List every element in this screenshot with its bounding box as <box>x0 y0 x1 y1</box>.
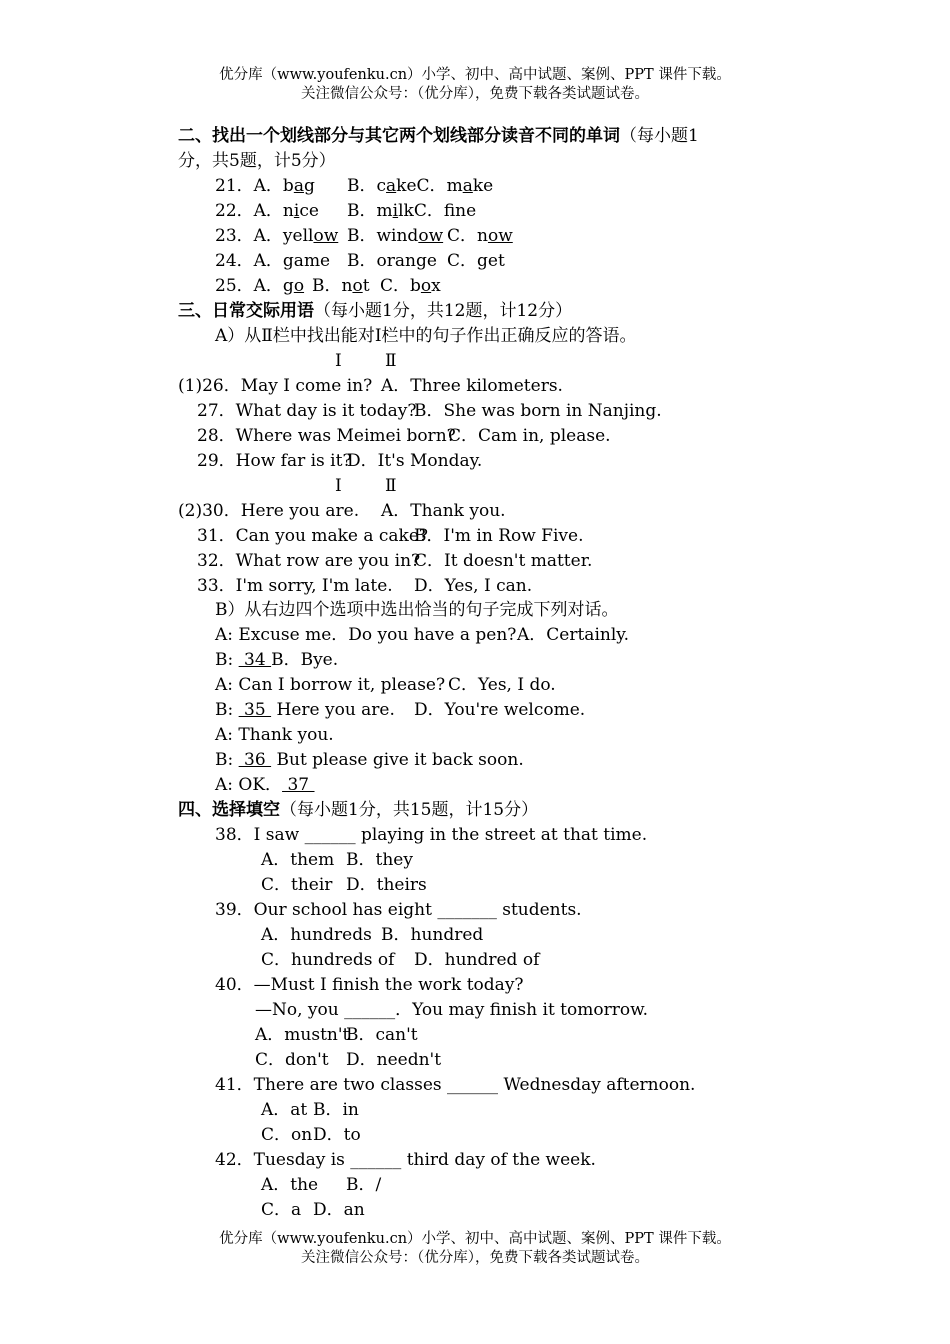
section-3-part-a: A）从Ⅱ栏中找出能对Ⅰ栏中的句子作出正确反应的答语。 <box>215 326 637 346</box>
question-41-stem: 41．There are two classes ______ Wednesday afternoon. <box>215 1075 696 1095</box>
option: A．mustn't <box>255 1025 350 1045</box>
option: A．the <box>261 1175 319 1195</box>
question-40-stem: 40．—Must I finish the work today? <box>215 975 524 995</box>
match-answer: B．She was born in Nanjing. <box>414 401 662 421</box>
section-2-note: （每小题1 <box>620 126 699 146</box>
question-42-stem: 42．Tuesday is ______ third day of the week. <box>215 1150 596 1170</box>
option: D．to <box>313 1125 361 1145</box>
q24-b-option: B．orange <box>347 251 437 271</box>
option: B．hundred <box>381 925 484 945</box>
dialog-line: B: 34 B．Bye. <box>215 650 339 670</box>
dialog-option: C．Yes, I do. <box>448 675 556 695</box>
match-answer: A．Thank you. <box>381 501 506 521</box>
question-22 <box>215 201 950 221</box>
option: B．can't <box>346 1025 418 1045</box>
match-question: (2)30．Here you are. <box>178 501 360 521</box>
option: A．them <box>261 850 335 870</box>
column-i-label: Ⅰ <box>335 351 342 371</box>
q24-c-option: C．get <box>447 251 505 271</box>
option: A．at <box>261 1100 308 1120</box>
match-answer: D．It's Monday. <box>347 451 483 471</box>
option: B．they <box>346 850 413 870</box>
section-4-heading <box>178 800 950 820</box>
option: C．on <box>261 1125 313 1145</box>
question-39-stem: 39．Our school has eight _______ students. <box>215 900 582 920</box>
blank-37: 37 <box>282 775 315 795</box>
header-line-1: 优分库（www.youfenku.cn）小学、初中、高中试题、案例、PPT 课件下载。 <box>219 67 731 83</box>
match-question: 28．Where was Meimei born? <box>197 426 456 446</box>
match-question: 32．What row are you in? <box>197 551 421 571</box>
q23-number: 23．A． <box>215 226 283 246</box>
question-24 <box>215 251 950 271</box>
blank-34: 34 <box>238 650 272 670</box>
blank-36: 36 <box>238 750 272 770</box>
section-3-title: 三、日常交际用语 <box>178 301 314 321</box>
dialog-line: B: 35 Here you are. <box>215 700 395 720</box>
option: C．a <box>261 1200 302 1220</box>
match-question: 31．Can you make a cake? <box>197 526 429 546</box>
section-3-heading <box>178 301 950 321</box>
option: B．in <box>313 1100 359 1120</box>
column-ii-label: Ⅱ <box>385 476 397 496</box>
section-2-note-cont: 分，共5题，计5分） <box>178 151 336 171</box>
match-question: 33．I'm sorry, I'm late. <box>197 576 393 596</box>
q25-b-option: B．not <box>312 276 370 296</box>
option: A．hundreds <box>261 925 372 945</box>
footer-line-2: 关注微信公众号：（优分库），免费下载各类试题试卷。 <box>301 1250 649 1266</box>
q21-b-option: B．cakeC．make <box>347 176 494 196</box>
dialog-option: D．You're welcome. <box>414 700 586 720</box>
option: C．hundreds of <box>261 950 395 970</box>
option: C．don't <box>255 1050 329 1070</box>
q24-a-word: game <box>282 251 331 271</box>
dialog-line: A: Thank you. <box>215 725 334 745</box>
dialog-option: B．Bye. <box>271 650 339 670</box>
q22-b-option: B．milkC．fne <box>347 201 477 221</box>
match-answer: C．It doesn't matter. <box>414 551 593 571</box>
section-2-heading <box>178 126 950 146</box>
question-40-stem-cont: —No, you ______．You may finish it tomorrow. <box>255 1000 649 1020</box>
match-question: (1)26．May I come in? <box>178 376 373 396</box>
question-21 <box>215 176 950 196</box>
option: C．their <box>261 875 333 895</box>
q25-c-option: C．box <box>380 276 441 296</box>
question-23 <box>215 226 950 246</box>
match-question: 29．How far is it? <box>197 451 352 471</box>
option: D．theirs <box>346 875 427 895</box>
section-4-title: 四、选择填空 <box>178 800 280 820</box>
option: D．needn't <box>346 1050 442 1070</box>
dialog-line: A: Can I borrow it, please? <box>215 675 446 695</box>
header-line-2: 关注微信公众号：（优分库），免费下载各类试题试卷。 <box>301 86 649 102</box>
q21-a-word: bag <box>282 176 315 196</box>
blank-35: 35 <box>238 700 272 720</box>
dialog-line: B: 36 But please give it back soon. <box>215 750 524 770</box>
q23-a-word: yellow <box>282 226 339 246</box>
question-25 <box>215 276 950 296</box>
option: B．/ <box>346 1175 382 1195</box>
column-ii-label: Ⅱ <box>385 351 397 371</box>
q25-number: 25．A． <box>215 276 283 296</box>
dialog-option: A．Certainly. <box>517 625 630 645</box>
q23-c-option: C．now <box>447 226 513 246</box>
dialog-line: A: OK． 37 <box>215 775 315 795</box>
section-2-title: 二、找出一个划线部分与其它两个划线部分读音不同的单词 <box>178 126 620 146</box>
question-38-stem: 38．I saw ______ playing in the street at that time. <box>215 825 648 845</box>
q22-number: 22．A． <box>215 201 283 221</box>
section-3-part-b: B）从右边四个选项中选出恰当的句子完成下列对话。 <box>215 600 619 620</box>
q22-a-word: nice <box>282 201 319 221</box>
q23-b-option: B．window <box>347 226 444 246</box>
section-3-note: （每小题1分，共12题，计12分） <box>314 301 573 321</box>
column-i-label: Ⅰ <box>335 476 342 496</box>
match-answer: C．Cam in, please. <box>448 426 611 446</box>
option: D．an <box>313 1200 365 1220</box>
match-answer: A．Three kilometers. <box>381 376 563 396</box>
q24-number: 24．A． <box>215 251 283 271</box>
match-answer: D．Yes, I can. <box>414 576 533 596</box>
match-question: 27．What day is it today? <box>197 401 417 421</box>
q25-a-word: go <box>282 276 305 296</box>
section-4-note: （每小题1分，共15题，计15分） <box>280 800 539 820</box>
dialog-line: A: Excuse me．Do you have a pen? <box>215 625 517 645</box>
option: D．hundred of <box>414 950 540 970</box>
q21-number: 21．A． <box>215 176 283 196</box>
footer-line-1: 优分库（www.youfenku.cn）小学、初中、高中试题、案例、PPT 课件下载。 <box>219 1231 731 1247</box>
match-answer: B．I'm in Row Five. <box>414 526 584 546</box>
